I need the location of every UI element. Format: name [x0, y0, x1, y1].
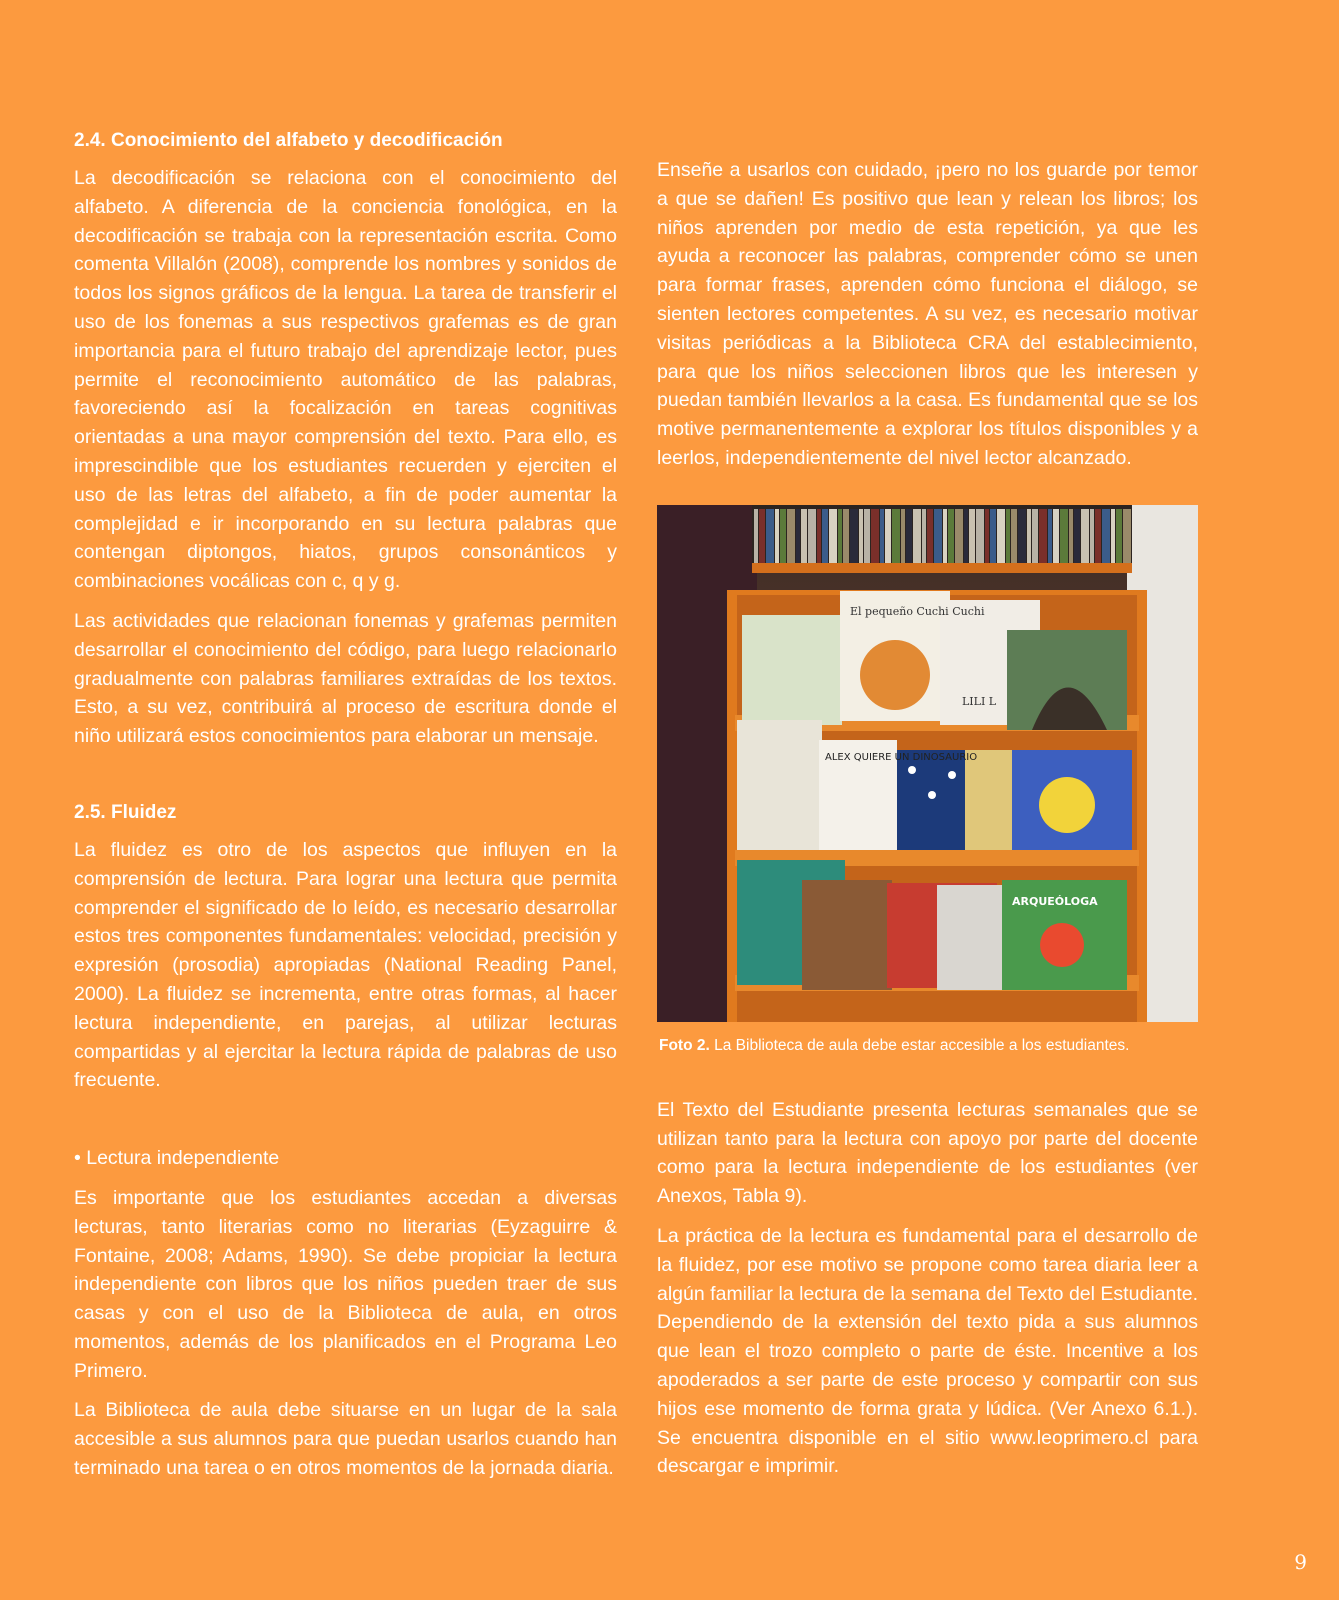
paragraph: Las actividades que relacionan fonemas y grafemas permiten desarrollar el conocimiento del código, para luego relacionarlo gradualmente con palabras familiares extraídas de los textos. Esto, a su vez, contribuirá al proceso de escritura donde el niño utilizará estos conocimientos para elaborar un mensaje.	[74, 609, 617, 748]
book-spine	[871, 509, 879, 563]
book-spine	[864, 509, 870, 563]
book-spine	[955, 509, 963, 563]
book-spine	[787, 509, 795, 563]
book-spine	[754, 509, 758, 563]
book-spine	[775, 509, 779, 563]
book-spine	[927, 509, 933, 563]
book-spine	[850, 509, 858, 563]
book-title: ALEX QUIERE UN DINOSAURIO	[825, 751, 978, 763]
book-spine	[1048, 509, 1052, 563]
paragraph: La fluidez es otro de los aspectos que influyen en la comprensión de lectura. Para lograr una lectura que permita comprender el significado de lo leído, es necesario desarrollar estos tres componentes fundamentales: velocidad, precisión y expresión (prosodia) apropiadas (National Reading Panel, 2000). La fluidez se incrementa, entre otras formas, al hacer lectura independiente, en parejas, al utilizar lecturas compartidas y al ejercitar la lectura rápida de palabras de uso frecuente.	[74, 838, 617, 1092]
book-spine	[997, 509, 1005, 563]
book-title: LILI L	[962, 694, 997, 708]
book-spine	[766, 509, 774, 563]
book-spine	[1102, 509, 1110, 563]
book-spine	[1011, 509, 1017, 563]
paragraph: La decodificación se relaciona con el conocimiento del alfabeto. A diferencia de la conciencia fonológica, en la decodificación se trabaja con la representación escrita. Como comenta Villalón (2008), comprende los nombres y sonidos de todos los signos gráficos de la lengua. La tarea de transferir el uso de los fonemas a sus respectivos grafemas es de gran importancia para el futuro trabajo del aprendizaje lector, pues permite el reconocimiento automático de las palabras, favoreciendo así la focalización en tareas cognitivas orientadas a una mayor comprensión del texto. Para ello, es imprescindible que los estudiantes recuerden y ejerciten el uso de las letras del alfabeto, a fin de poder aumentar la complejidad e ir incorporando en su lectura palabras que contengan diptongos, hiatos, grupos consonánticos y combinaciones vocálicas con c, q y g.	[74, 167, 617, 593]
book-spine	[822, 509, 828, 563]
book-title: ARQUEÓLOGA	[1012, 894, 1098, 908]
paragraph: La práctica de la lectura es fundamental para el desarrollo de la fluidez, por ese motivo se propone como tarea diaria leer a algún familiar la lectura de la semana del Texto del Estudiante. Dependiendo de la extensión del texto pida a sus alumnos que lean el trozo completo o parte de éste. Incentive a los apoderados a ser parte de este proceso y compartir con sus hijos ese momento de forma grata y lúdica. (Ver Anexo 6.1.). Se encuentra disponible en el sitio www.leoprimero.cl para descargar e imprimir.	[657, 1224, 1198, 1478]
book-spine	[913, 509, 921, 563]
book-spine	[1018, 509, 1026, 563]
book-spine	[1074, 509, 1080, 563]
book-spine	[808, 509, 816, 563]
paragraph: La Biblioteca de aula debe situarse en un lugar de la sala accesible a sus alumnos para que puedan usarlos cuando han terminado una tarea o en otros momentos de la jornada diaria.	[74, 1399, 617, 1480]
book-spine	[892, 509, 900, 563]
book-spine	[948, 509, 954, 563]
book-spine	[817, 509, 821, 563]
book-spine	[969, 509, 975, 563]
book-spine	[1060, 509, 1068, 563]
book-spine	[934, 509, 942, 563]
book-spine	[1032, 509, 1038, 563]
book-spine	[1111, 509, 1115, 563]
book-spine	[1081, 509, 1089, 563]
book-spine	[1053, 509, 1059, 563]
book-spine	[1123, 509, 1131, 563]
book-title: El pequeño Cuchi Cuchi	[850, 604, 985, 618]
section-title-fluidez: 2.5. Fluidez	[74, 801, 177, 823]
book-spine	[1027, 509, 1031, 563]
book-spine	[990, 509, 996, 563]
book-spine	[1006, 509, 1010, 563]
right-column	[657, 156, 1198, 1492]
book-spine	[1116, 509, 1122, 563]
book-spine	[1069, 509, 1073, 563]
book-spine	[759, 509, 765, 563]
book-spine	[796, 509, 800, 563]
caption-label: Foto 2.	[659, 1036, 710, 1054]
book-spine	[1095, 509, 1101, 563]
paragraph: El Texto del Estudiante presenta lecturas semanales que se utilizan tanto para la lectura con apoyo por parte del docente como para la lectura independiente de los estudiantes (ver Anexos, Tabla 9).	[657, 1098, 1198, 1208]
book-spine	[985, 509, 989, 563]
book-spine	[880, 509, 884, 563]
book-spine	[976, 509, 984, 563]
book-spine	[801, 509, 807, 563]
page-number: 9	[1294, 1550, 1307, 1574]
book-spine	[843, 509, 849, 563]
book-spine	[885, 509, 891, 563]
caption-text: La Biblioteca de aula debe estar accesible a los estudiantes.	[709, 1036, 1130, 1054]
bullet-heading: • Lectura independiente	[74, 1147, 280, 1170]
paragraph: Enseñe a usarlos con cuidado, ¡pero no los guarde por temor a que se dañen! Es positivo que lean y relean los libros; los niños aprenden por medio de esta repetición, ya que les ayuda a reconocer las palabras, comprender cómo se unen para formar frases, aprenden cómo funciona el diálogo, se sienten lectores competentes. A su vez, es necesario motivar visitas periódicas a la Biblioteca CRA del establecimiento, para que los niños seleccionen libros que les interesen y puedan también llevarlos a la casa. Es fundamental que se los motive permanentemente a explorar los títulos disponibles y a leerlos, independientemente del nivel lector alcanzado.	[657, 159, 1198, 469]
book-spine	[859, 509, 863, 563]
book-spine	[964, 509, 968, 563]
book-spine	[943, 509, 947, 563]
book-spine	[780, 509, 786, 563]
book-spine	[838, 509, 842, 563]
book-spine	[901, 509, 905, 563]
book-spine	[1039, 509, 1047, 563]
book-spine	[829, 509, 837, 563]
left-column	[74, 128, 617, 1494]
bookshelf-photo	[657, 505, 1198, 1022]
bookshelf-illustration	[657, 505, 1198, 1022]
photo-caption	[659, 1036, 1198, 1056]
book-spine	[922, 509, 926, 563]
section-title-alfabeto: 2.4. Conocimiento del alfabeto y decodificación	[74, 130, 503, 151]
book-spine	[1090, 509, 1094, 563]
book-spine	[906, 509, 912, 563]
paragraph: Es importante que los estudiantes accedan a diversas lecturas, tanto literarias como no literarias (Eyzaguirre & Fontaine, 2008; Adams, 1990). Se debe propiciar la lectura independiente con libros que los niños pueden traer de sus casas y con el uso de la Biblioteca de aula, en otros momentos, además de los planificados en el Programa Leo Primero.	[74, 1186, 617, 1382]
